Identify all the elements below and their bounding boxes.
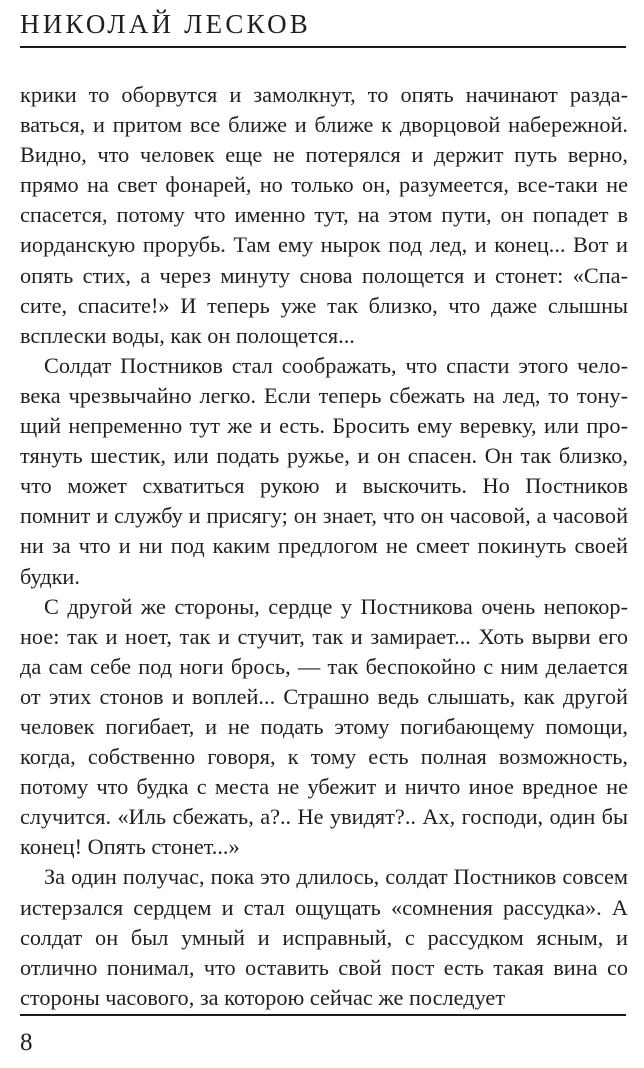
page-text (20, 80, 628, 1013)
paragraph-1: крики то оборвутся и замолкнут, то опять начинают раздаваться, и притом все ближе и ближе к дворцовой набережной. Видно, что человек еще не потерялся и держит путь верно, прямо на свет фонарей, но только он, разумеется, все-таки не спасется, потому что именно тут, на этом пути, он попадет в иорданскую прорубь. Там ему нырок под лед, и конец... Вот и опять стих, а через минуту снова полощется и стонет: «Спасите, спасите!» И теперь уже так близко, что даже слышны всплески воды, как он полощется... (20, 82, 628, 348)
header-rule (20, 46, 626, 48)
footer-rule (20, 1014, 626, 1016)
page-number: 8 (20, 1029, 33, 1056)
paragraph-4: За один получас, пока это длилось, солдат Постников совсем истерзался сердцем и стал ощущать «сомнения рассудка». А солдат он был умный и исправный, с рассудком ясным, и отлично понимал, что оставить свой пост есть такая вина со стороны часового, за которою сейчас же последует (20, 864, 628, 1010)
running-head-title: НИКОЛАЙ ЛЕСКОВ (20, 9, 312, 39)
paragraph-3: С другой же стороны, сердце у Постникова очень непокорное: так и ноет, так и стучит, так и замирает... Хоть вырви его да сам себе под ноги брось, — так беспокойно с ним делается от этих стонов и воплей... Страшно ведь слышать, как другой человек погибает, и не подать этому погибающему помощи, когда, собственно говоря, к тому есть полная возможность, потому что будка с места не убежит и ничто иное вредное не случится. «Иль сбежать, а?.. Не увидят?.. Ах, господи, один бы конец! Опять стонет...» (20, 593, 628, 860)
paragraph-2: Солдат Постников стал соображать, что спасти этого человека чрезвычайно легко. Если теперь сбежать на лед, то тонущий непременно тут же и есть. Бросить ему веревку, или протянуть шестик, или подать ружье, и он спасен. Он так близко, что может схватиться рукою и выскочить. Но Постников помнит и службу и присягу; он знает, что он часовой, а часовой ни за что и ни под каким предлогом не смеет покинуть своей будки. (20, 352, 628, 589)
